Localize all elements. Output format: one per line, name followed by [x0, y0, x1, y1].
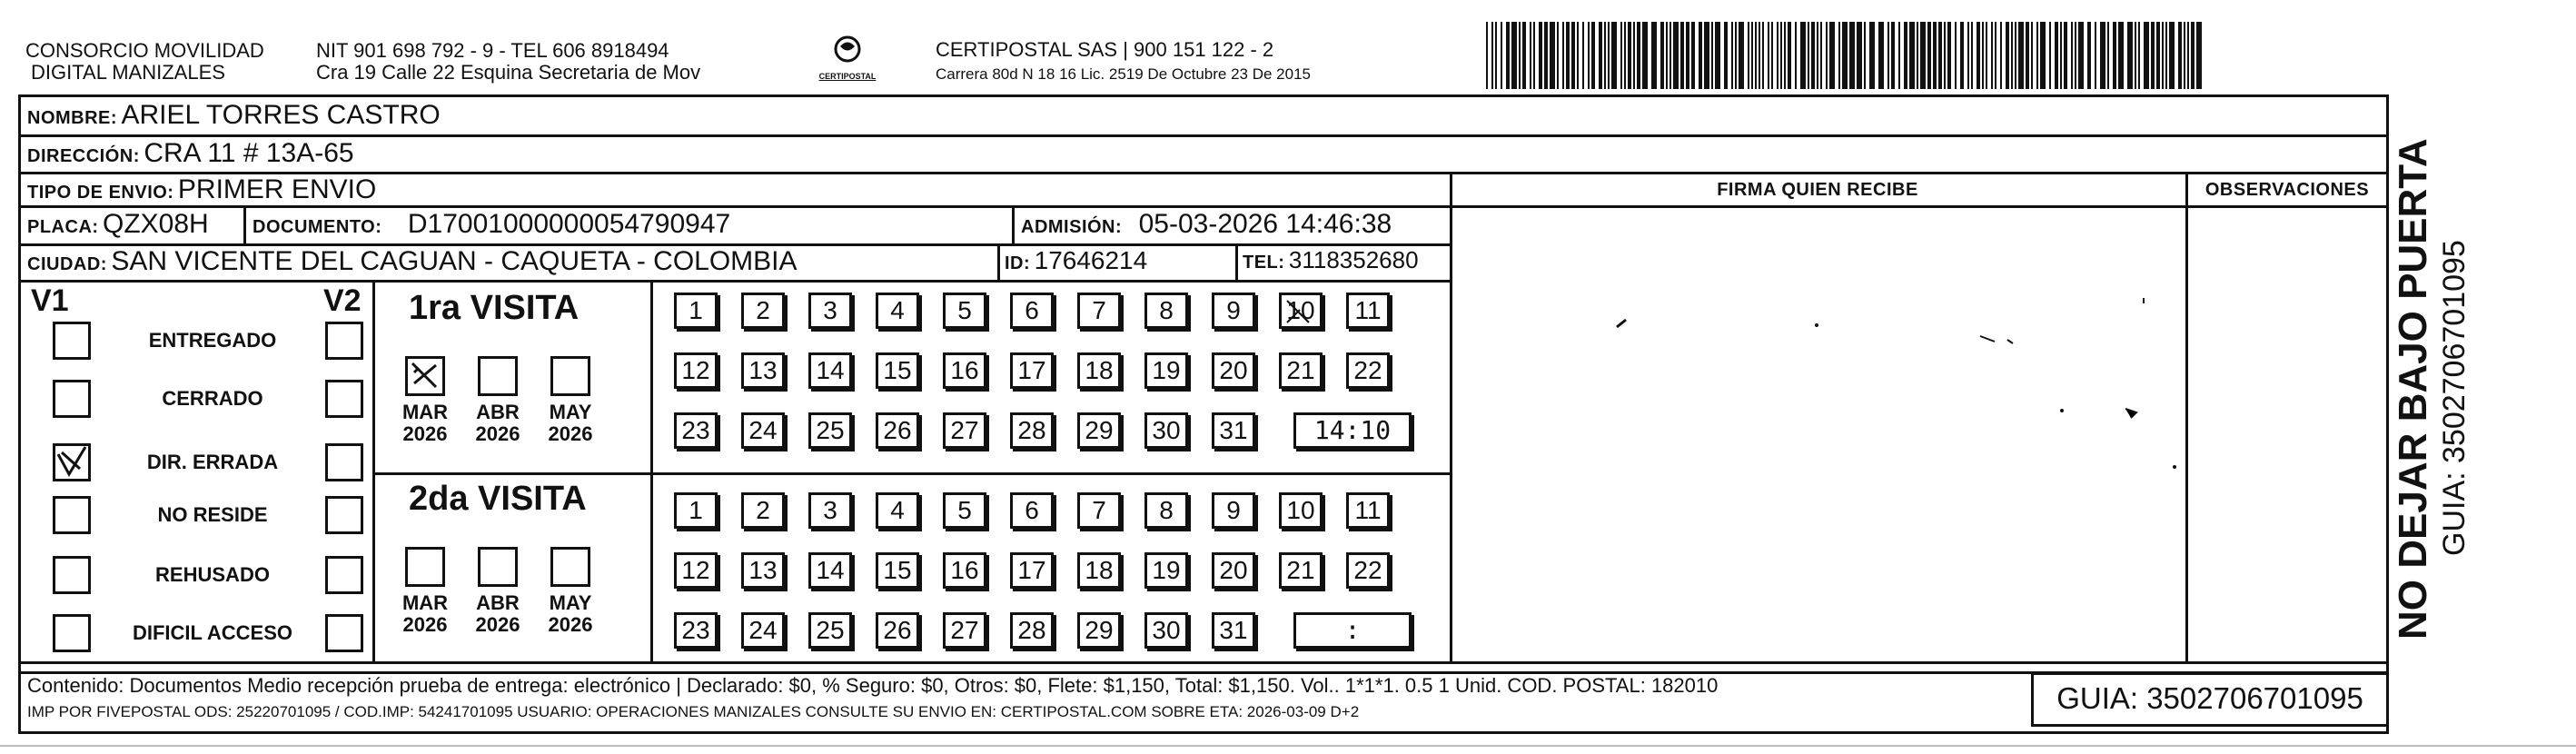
month-year: 2026	[402, 422, 448, 445]
month-checkbox-may[interactable]	[550, 547, 590, 587]
barcode-bar	[1495, 22, 1497, 89]
month-label	[398, 592, 452, 636]
carrier-info	[936, 38, 1311, 84]
day-box-11[interactable]: 11	[1346, 293, 1390, 329]
month-year: 2026	[402, 613, 448, 636]
barcode-bar	[1955, 22, 1957, 89]
v1-checkbox[interactable]	[53, 496, 91, 534]
day-box-31[interactable]: 31	[1212, 412, 1255, 449]
id-label: ID:	[1005, 253, 1031, 273]
barcode-bar	[1633, 22, 1635, 89]
time-box[interactable]: :	[1293, 612, 1412, 649]
barcode-bar	[2127, 22, 2133, 89]
day-box-22[interactable]: 22	[1346, 552, 1390, 589]
barcode-bar	[1808, 22, 1809, 89]
company-contact	[316, 40, 700, 84]
barcode-bar	[1944, 22, 1946, 89]
barcode-bar	[1711, 22, 1713, 89]
barcode-bar	[1501, 22, 1502, 89]
v2-checkbox[interactable]	[325, 443, 363, 481]
barcode-bar	[1982, 22, 1984, 89]
day-box-7[interactable]: 7	[1077, 492, 1121, 529]
no-dejar-bajo-puerta: NO DEJAR BAJO PUERTA	[2391, 138, 2435, 640]
barcode-bar	[1588, 22, 1590, 89]
day-box-10[interactable]: 10	[1279, 492, 1323, 529]
barcode-bar	[1511, 22, 1517, 89]
barcode-bar	[2100, 22, 2105, 89]
month-checkbox-abr[interactable]	[478, 356, 518, 396]
month-name: ABR	[476, 401, 520, 423]
barcode	[1486, 22, 2213, 89]
barcode-bar	[1995, 22, 1996, 89]
month-name: MAY	[549, 591, 592, 614]
direccion-label: DIRECCIÓN:	[27, 146, 140, 166]
barcode-bar	[1826, 22, 1828, 89]
barcode-bar	[1869, 22, 1875, 89]
day-box-5[interactable]: 5	[943, 492, 986, 529]
barcode-bar	[2162, 22, 2164, 89]
barcode-bar	[1604, 22, 1606, 89]
barcode-bar	[2015, 22, 2016, 89]
day-box-21[interactable]: 21	[1279, 352, 1323, 389]
day-box-27[interactable]: 27	[943, 612, 986, 649]
barcode-bar	[1491, 22, 1493, 89]
month-checkbox-mar[interactable]	[405, 356, 445, 396]
barcode-bar	[1800, 22, 1806, 89]
day-box-22[interactable]: 22	[1346, 352, 1390, 389]
barcode-bar	[1566, 22, 1570, 89]
barcode-bar	[1533, 22, 1535, 89]
documento-cell	[253, 209, 730, 240]
day-box-19[interactable]: 19	[1144, 352, 1188, 389]
documento-value: D17001000000054790947	[407, 209, 731, 239]
day-box-8[interactable]: 8	[1144, 293, 1188, 329]
day-box-6[interactable]: 6	[1010, 492, 1054, 529]
barcode-bar	[1522, 22, 1526, 89]
day-box-14[interactable]: 14	[808, 552, 852, 589]
month-label	[398, 402, 452, 445]
barcode-bar	[1777, 22, 1778, 89]
barcode-bar	[1724, 22, 1728, 89]
barcode-bar	[1904, 22, 1907, 89]
barcode-bar	[1666, 22, 1668, 89]
month-year: 2026	[475, 613, 520, 636]
barcode-bar	[1486, 22, 1488, 89]
barcode-bar	[1887, 22, 1889, 89]
v2-checkbox[interactable]	[325, 556, 363, 594]
day-box-23[interactable]: 23	[674, 612, 718, 649]
barcode-bar	[1571, 22, 1575, 89]
barcode-bar	[1878, 22, 1884, 89]
barcode-bar	[2026, 22, 2029, 89]
barcode-bar	[1530, 22, 1531, 89]
month-year: 2026	[548, 613, 593, 636]
month-name: ABR	[476, 591, 520, 614]
tipo-value: PRIMER ENVIO	[177, 174, 377, 204]
barcode-bar	[1691, 22, 1695, 89]
id-value: 17646214	[1034, 246, 1148, 274]
barcode-bar	[1637, 22, 1640, 89]
month-name: MAR	[401, 401, 449, 423]
barcode-bar	[1591, 22, 1595, 89]
status-label: DIR. ERRADA	[146, 451, 279, 473]
month-name: MAR	[401, 591, 449, 614]
barcode-bar	[1977, 22, 1980, 89]
barcode-bar	[1795, 22, 1797, 89]
barcode-bar	[2191, 22, 2195, 89]
barcode-bar	[1927, 22, 1931, 89]
barcode-bar	[1651, 22, 1657, 89]
logo-icon	[829, 35, 866, 67]
nit-line: NIT 901 698 792 - 9 - TEL 606 8918494	[316, 39, 669, 62]
barcode-bar	[1735, 22, 1737, 89]
barcode-bar	[1938, 22, 1942, 89]
barcode-bar	[1960, 22, 1964, 89]
barcode-bar	[2075, 22, 2076, 89]
day-box-6[interactable]: 6	[1010, 293, 1054, 329]
barcode-bar	[2049, 22, 2051, 89]
day-box-31[interactable]: 31	[1212, 612, 1255, 649]
status-label: REHUSADO	[155, 563, 270, 586]
barcode-bar	[1771, 22, 1773, 89]
status-label: CERRADO	[162, 387, 263, 410]
day-box-2[interactable]: 2	[741, 293, 785, 329]
v2-label: V2	[323, 283, 362, 318]
day-box-16[interactable]: 16	[943, 352, 986, 389]
month-label	[471, 592, 525, 636]
barcode-bar	[2135, 22, 2136, 89]
id-cell	[1005, 246, 1147, 275]
barcode-bar	[1768, 22, 1769, 89]
barcode-bar	[1731, 22, 1733, 89]
check-mark-icon	[53, 443, 91, 481]
barcode-bar	[1986, 22, 1987, 89]
barcode-bar	[1506, 22, 1510, 89]
v2-checkbox[interactable]	[325, 322, 363, 360]
direccion-row	[27, 138, 354, 169]
barcode-bar	[1628, 22, 1631, 89]
status-label: DIFICIL ACCESO	[132, 621, 292, 644]
day-box-17[interactable]: 17	[1010, 552, 1054, 589]
barcode-bar	[1891, 22, 1895, 89]
day-box-26[interactable]: 26	[876, 412, 919, 449]
second-visit-title: 2da VISITA	[409, 480, 587, 518]
v1-checkbox[interactable]	[53, 614, 91, 652]
barcode-bar	[1608, 22, 1610, 89]
logo-text: CERTIPOSTAL	[818, 72, 877, 81]
day-box-23[interactable]: 23	[674, 412, 718, 449]
barcode-bar	[2095, 22, 2096, 89]
tel-value: 3118352680	[1288, 246, 1419, 273]
documento-label: DOCUMENTO:	[253, 217, 382, 237]
day-box-21[interactable]: 21	[1279, 552, 1323, 589]
barcode-bar	[1759, 22, 1760, 89]
day-box-8[interactable]: 8	[1144, 492, 1188, 529]
footer-content-line: Contenido: Documentos Medio recepción prueba de entrega: electrónico | Declarado: $0, % Seguro: $0, Otros: $0, Flete: $1,150, Total: $1,150. Vol.. 1*1*1. 0.5 1 Unid. COD. POSTAL: 182010	[27, 674, 1719, 697]
v1-label: V1	[31, 283, 69, 318]
day-box-13[interactable]: 13	[741, 552, 785, 589]
day-box-29[interactable]: 29	[1077, 612, 1121, 649]
barcode-bar	[1788, 22, 1791, 89]
status-label: ENTREGADO	[148, 329, 277, 352]
month-year: 2026	[475, 422, 520, 445]
tipo-row	[27, 174, 376, 205]
v1-checkbox[interactable]	[53, 322, 91, 360]
tel-cell	[1243, 246, 1419, 274]
day-box-3[interactable]: 3	[808, 293, 852, 329]
barcode-bar	[2184, 22, 2185, 89]
barcode-bar	[1811, 22, 1815, 89]
barcode-bar	[1642, 22, 1648, 89]
barcode-bar	[2018, 22, 2024, 89]
barcode-bar	[1991, 22, 1993, 89]
admision-label: ADMISIÓN:	[1021, 217, 1123, 237]
day-box-18[interactable]: 18	[1077, 352, 1121, 389]
barcode-bar	[1704, 22, 1709, 89]
day-box-26[interactable]: 26	[876, 612, 919, 649]
day-box-24[interactable]: 24	[741, 612, 785, 649]
barcode-bar	[2031, 22, 2033, 89]
ciudad-label: CIUDAD:	[27, 254, 107, 274]
barcode-bar	[2055, 22, 2058, 89]
month-checkbox-abr[interactable]	[478, 547, 518, 587]
side-guia: GUIA: 3502706701095	[2437, 240, 2472, 556]
barcode-bar	[2036, 22, 2038, 89]
day-box-28[interactable]: 28	[1010, 612, 1054, 649]
day-box-29[interactable]: 29	[1077, 412, 1121, 449]
day-box-10[interactable]: 10	[1279, 293, 1323, 329]
barcode-bar	[2196, 22, 2202, 89]
month-name: MAY	[549, 401, 592, 423]
barcode-bar	[1673, 22, 1679, 89]
day-box-7[interactable]: 7	[1077, 293, 1121, 329]
day-box-3[interactable]: 3	[808, 492, 852, 529]
company-line-1: CONSORCIO MOVILIDAD	[25, 39, 264, 62]
month-checkbox-mar[interactable]	[405, 547, 445, 587]
day-box-2[interactable]: 2	[741, 492, 785, 529]
barcode-bar	[1917, 22, 1918, 89]
tel-label: TEL:	[1243, 253, 1285, 273]
barcode-bar	[2113, 22, 2116, 89]
barcode-bar	[1755, 22, 1757, 89]
certipostal-logo	[816, 35, 879, 81]
barcode-bar	[2087, 22, 2091, 89]
barcode-bar	[1715, 22, 1720, 89]
day-box-4[interactable]: 4	[876, 293, 919, 329]
barcode-bar	[1519, 22, 1521, 89]
barcode-bar	[1680, 22, 1684, 89]
barcode-bar	[1784, 22, 1786, 89]
day-box-25[interactable]: 25	[808, 412, 852, 449]
barcode-bar	[2078, 22, 2084, 89]
placa-label: PLACA:	[27, 217, 99, 237]
admision-cell	[1021, 209, 1392, 240]
day-box-9[interactable]: 9	[1212, 293, 1255, 329]
day-box-9[interactable]: 9	[1212, 492, 1255, 529]
barcode-bar	[1762, 22, 1764, 89]
v1-checkbox[interactable]	[53, 380, 91, 418]
ciudad-cell	[27, 246, 798, 277]
barcode-bar	[1660, 22, 1664, 89]
day-box-12[interactable]: 12	[674, 552, 718, 589]
barcode-bar	[2000, 22, 2002, 89]
barcode-bar	[2165, 22, 2167, 89]
day-box-1[interactable]: 1	[674, 492, 718, 529]
barcode-bar	[1820, 22, 1822, 89]
barcode-bar	[2169, 22, 2175, 89]
barcode-bar	[1967, 22, 1969, 89]
day-box-25[interactable]: 25	[808, 612, 852, 649]
nombre-row	[27, 100, 441, 131]
barcode-bar	[2187, 22, 2189, 89]
barcode-bar	[1920, 22, 1926, 89]
barcode-bar	[1829, 22, 1835, 89]
barcode-bar	[2151, 22, 2155, 89]
day-box-17[interactable]: 17	[1010, 352, 1054, 389]
barcode-bar	[1817, 22, 1818, 89]
cross-mark-icon	[405, 356, 445, 396]
day-box-16[interactable]: 16	[943, 552, 986, 589]
barcode-bar	[1751, 22, 1753, 89]
v2-checkbox[interactable]	[325, 380, 363, 418]
direccion-value: CRA 11 # 13A-65	[144, 138, 354, 168]
barcode-bar	[1599, 22, 1602, 89]
day-box-19[interactable]: 19	[1144, 552, 1188, 589]
barcode-bar	[2156, 22, 2160, 89]
barcode-bar	[1550, 22, 1555, 89]
day-box-14[interactable]: 14	[808, 352, 852, 389]
nombre-label: NOMBRE:	[27, 108, 118, 128]
barcode-bar	[2138, 22, 2140, 89]
day-box-30[interactable]: 30	[1144, 612, 1188, 649]
barcode-bar	[1864, 22, 1866, 89]
barcode-bar	[2060, 22, 2062, 89]
barcode-bar	[1748, 22, 1749, 89]
barcode-bar	[1842, 22, 1848, 89]
day-box-13[interactable]: 13	[741, 352, 785, 389]
barcode-bar	[1611, 22, 1617, 89]
day-box-20[interactable]: 20	[1212, 352, 1255, 389]
barcode-bar	[1947, 22, 1951, 89]
barcode-bar	[1909, 22, 1915, 89]
company-line-2: DIGITAL MANIZALES	[31, 61, 225, 84]
day-box-20[interactable]: 20	[1212, 552, 1255, 589]
barcode-bar	[1780, 22, 1782, 89]
barcode-bar	[1739, 22, 1744, 89]
company-name	[25, 40, 264, 84]
barcode-bar	[2064, 22, 2067, 89]
barcode-bar	[1557, 22, 1559, 89]
day-box-24[interactable]: 24	[741, 412, 785, 449]
month-year: 2026	[548, 422, 593, 445]
day-box-27[interactable]: 27	[943, 412, 986, 449]
day-box-18[interactable]: 18	[1077, 552, 1121, 589]
barcode-bar	[2144, 22, 2149, 89]
admision-value: 05-03-2026 14:46:38	[1138, 209, 1392, 239]
ciudad-value: SAN VICENTE DEL CAGUAN - CAQUETA - COLOMBIA	[111, 246, 798, 276]
month-label	[543, 402, 598, 445]
barcode-bar	[1838, 22, 1840, 89]
status-label: NO RESIDE	[157, 503, 268, 526]
barcode-bar	[1857, 22, 1862, 89]
month-label	[471, 402, 525, 445]
barcode-bar	[2006, 22, 2009, 89]
day-box-15[interactable]: 15	[876, 552, 919, 589]
barcode-bar	[2040, 22, 2046, 89]
day-box-30[interactable]: 30	[1144, 412, 1188, 449]
time-box[interactable]: 14:10	[1293, 412, 1412, 449]
observaciones-label: OBSERVACIONES	[2204, 180, 2370, 200]
barcode-bar	[1699, 22, 1702, 89]
barcode-bar	[1620, 22, 1622, 89]
guia-box: GUIA: 3502706701095	[2031, 672, 2389, 727]
day-box-4[interactable]: 4	[876, 492, 919, 529]
tipo-label: TIPO DE ENVIO:	[27, 183, 174, 203]
firma-label: FIRMA QUIEN RECIBE	[1717, 180, 1918, 200]
carrier-line-2: Carrera 80d N 18 16 Lic. 2519 De Octubre 23 De 2015	[936, 65, 1311, 83]
barcode-bar	[1624, 22, 1626, 89]
day-box-15[interactable]: 15	[876, 352, 919, 389]
barcode-bar	[2071, 22, 2073, 89]
v2-checkbox[interactable]	[325, 614, 363, 652]
nombre-value: ARIEL TORRES CASTRO	[121, 100, 441, 130]
barcode-bar	[1971, 22, 1973, 89]
carrier-line-1: CERTIPOSTAL SAS | 900 151 122 - 2	[936, 38, 1274, 61]
barcode-bar	[1898, 22, 1900, 89]
day-box-12[interactable]: 12	[674, 352, 718, 389]
barcode-bar	[1582, 22, 1584, 89]
day-box-1[interactable]: 1	[674, 293, 718, 329]
month-label	[543, 592, 598, 636]
day-box-11[interactable]: 11	[1346, 492, 1390, 529]
month-checkbox-may[interactable]	[550, 356, 590, 396]
barcode-bar	[1686, 22, 1689, 89]
side-text	[2391, 113, 2472, 640]
day-check-icon	[1282, 295, 1320, 326]
v2-checkbox[interactable]	[325, 496, 363, 534]
barcode-bar	[1669, 22, 1671, 89]
barcode-bar	[2011, 22, 2013, 89]
barcode-bar	[2118, 22, 2124, 89]
barcode-bar	[2107, 22, 2109, 89]
barcode-bar	[2178, 22, 2182, 89]
day-box-28[interactable]: 28	[1010, 412, 1054, 449]
barcode-bar	[1544, 22, 1548, 89]
v1-checkbox[interactable]	[53, 556, 91, 594]
day-box-5[interactable]: 5	[943, 293, 986, 329]
barcode-bar	[1933, 22, 1937, 89]
placa-value: QZX08H	[103, 209, 209, 239]
footer-imp-line: IMP POR FIVEPOSTAL ODS: 25220701095 / COD.IMP: 54241701095 USUARIO: OPERACIONES MANIZALES CONSULTE SU ENVIO EN: CERTIPOSTAL.COM SOBRE ETA: 2026-03-09 D+2	[27, 703, 1360, 720]
first-visit-title: 1ra VISITA	[409, 289, 580, 327]
barcode-bar	[1539, 22, 1542, 89]
v1-checkbox[interactable]	[53, 443, 91, 481]
signature-area	[1580, 291, 2216, 472]
barcode-bar	[1849, 22, 1855, 89]
barcode-bar	[1577, 22, 1579, 89]
address-line: Cra 19 Calle 22 Esquina Secretaria de Mov	[316, 61, 701, 84]
placa-cell	[27, 209, 209, 240]
footer-frame	[18, 661, 2389, 734]
barcode-bar	[1562, 22, 1564, 89]
